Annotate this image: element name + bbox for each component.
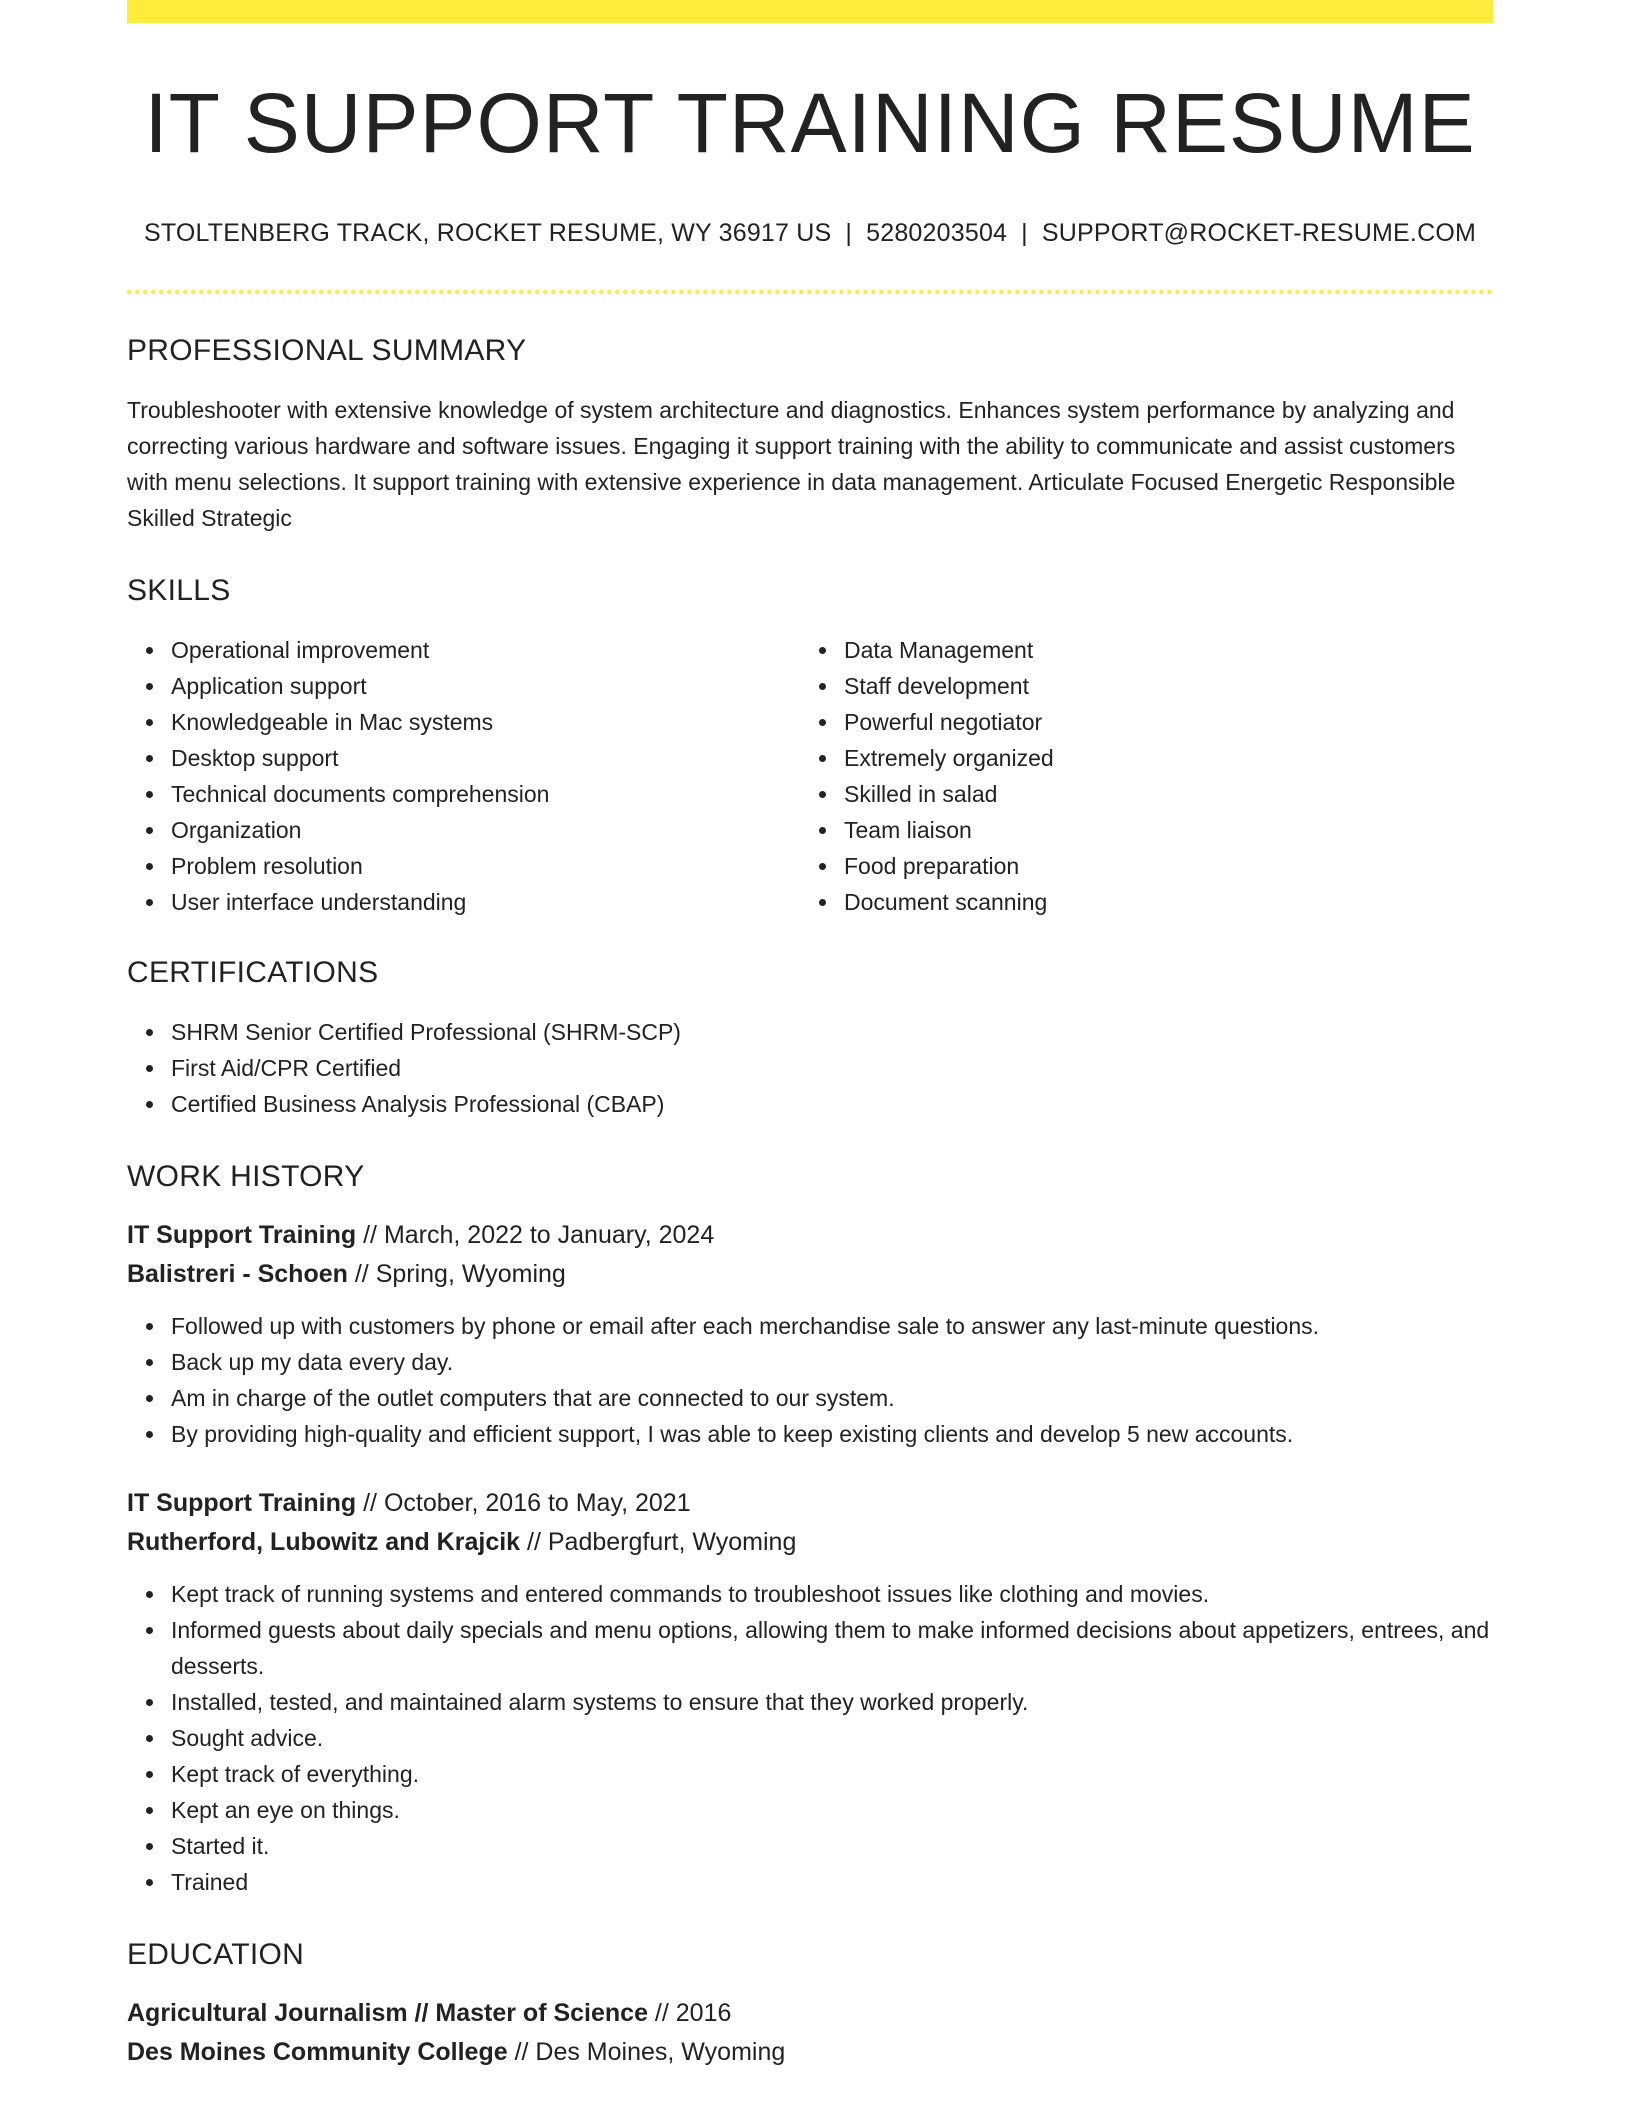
dotted-divider [127, 290, 1493, 294]
skill-item: Powerful negotiator [844, 704, 1054, 740]
education-degree-line [127, 1994, 1493, 2033]
job-bullets [127, 1308, 1493, 1452]
skills-column-right [800, 632, 1054, 920]
skill-item: Document scanning [844, 884, 1054, 920]
job-bullet: Followed up with customers by phone or email after each merchandise sale to answer any last-minute questions. [171, 1308, 1493, 1344]
contact-address: STOLTENBERG TRACK, ROCKET RESUME, WY 36917 US [143, 219, 832, 247]
job-bullet: Trained [171, 1864, 1493, 1900]
skills-grid [127, 632, 1493, 920]
education-location: // Des Moines, Wyoming [507, 2038, 786, 2066]
education-school: Des Moines Community College [127, 2038, 508, 2066]
skill-item: Food preparation [844, 848, 1054, 884]
job-dates: // March, 2022 to January, 2024 [356, 1221, 715, 1249]
education-degree: Agricultural Journalism // Master of Science [127, 1999, 648, 2027]
job-bullets [127, 1576, 1493, 1900]
job-company: Balistreri - Schoen [127, 1260, 348, 1288]
job-bullet: Kept an eye on things. [171, 1792, 1493, 1828]
contact-separator: | [845, 219, 853, 247]
job-role: IT Support Training [127, 1489, 357, 1517]
job-company-line [127, 1255, 1493, 1294]
contact-line [127, 219, 1493, 248]
job-bullet: Kept track of running systems and entered commands to troubleshoot issues like clothing and movies. [171, 1576, 1493, 1612]
certification-item: SHRM Senior Certified Professional (SHRM-SCP) [171, 1014, 1493, 1050]
job-dates: // October, 2016 to May, 2021 [356, 1489, 691, 1517]
job-bullet: Informed guests about daily specials and menu options, allowing them to make informed decisions about appetizers, entrees, and desserts. [171, 1612, 1493, 1684]
resume-title: IT SUPPORT TRAINING RESUME [144, 76, 1476, 170]
job-bullet: Back up my data every day. [171, 1344, 1493, 1380]
certifications-list [127, 1014, 1493, 1122]
certification-item: Certified Business Analysis Professional (CBAP) [171, 1086, 1493, 1122]
top-accent-bar [127, 0, 1493, 23]
certifications-heading: CERTIFICATIONS [127, 956, 379, 989]
skill-item: Data Management [844, 632, 1054, 668]
job-role: IT Support Training [127, 1221, 357, 1249]
summary-heading: PROFESSIONAL SUMMARY [127, 334, 527, 367]
certification-item: First Aid/CPR Certified [171, 1050, 1493, 1086]
skills-column-left [127, 632, 800, 920]
education-heading: EDUCATION [127, 1938, 305, 1971]
job-title-line [127, 1484, 1493, 1523]
job-bullet: By providing high-quality and efficient support, I was able to keep existing clients and develop 5 new accounts. [171, 1416, 1493, 1452]
skill-item: Knowledgeable in Mac systems [171, 704, 800, 740]
contact-email[interactable]: SUPPORT@ROCKET-RESUME.COM [1041, 219, 1477, 247]
job-bullet: Installed, tested, and maintained alarm systems to ensure that they worked properly. [171, 1684, 1493, 1720]
summary-text: Troubleshooter with extensive knowledge of system architecture and diagnostics. Enhances system performance by analyzing and correcting various hardware and software issues. Engaging it support training with the ability to communicate and assist customers with menu selections. It support training with extensive experience in data management. Articulate Focused Energetic Responsible Skilled Strategic [127, 397, 1456, 531]
skill-item: User interface understanding [171, 884, 800, 920]
skill-item: Team liaison [844, 812, 1054, 848]
skill-item: Operational improvement [171, 632, 800, 668]
job-bullet: Am in charge of the outlet computers that are connected to our system. [171, 1380, 1493, 1416]
skill-item: Staff development [844, 668, 1054, 704]
job-title-line [127, 1216, 1493, 1255]
skill-item: Technical documents comprehension [171, 776, 800, 812]
skill-item: Problem resolution [171, 848, 800, 884]
skills-heading: SKILLS [127, 574, 231, 607]
job-bullet: Kept track of everything. [171, 1756, 1493, 1792]
education-school-line [127, 2033, 1493, 2072]
contact-phone: 5280203504 [866, 219, 1008, 247]
education-year: // 2016 [647, 1999, 732, 2027]
job-location: // Padbergfurt, Wyoming [520, 1528, 797, 1556]
job-company-line [127, 1523, 1493, 1562]
job-bullet: Started it. [171, 1828, 1493, 1864]
work-history-heading: WORK HISTORY [127, 1160, 365, 1193]
skill-item: Skilled in salad [844, 776, 1054, 812]
skill-item: Organization [171, 812, 800, 848]
job-company: Rutherford, Lubowitz and Krajcik [127, 1528, 521, 1556]
skill-item: Application support [171, 668, 800, 704]
skill-item: Extremely organized [844, 740, 1054, 776]
contact-separator: | [1021, 219, 1028, 247]
job-bullet: Sought advice. [171, 1720, 1493, 1756]
resume-page [127, 0, 1493, 2072]
job-location: // Spring, Wyoming [347, 1260, 566, 1288]
skill-item: Desktop support [171, 740, 800, 776]
